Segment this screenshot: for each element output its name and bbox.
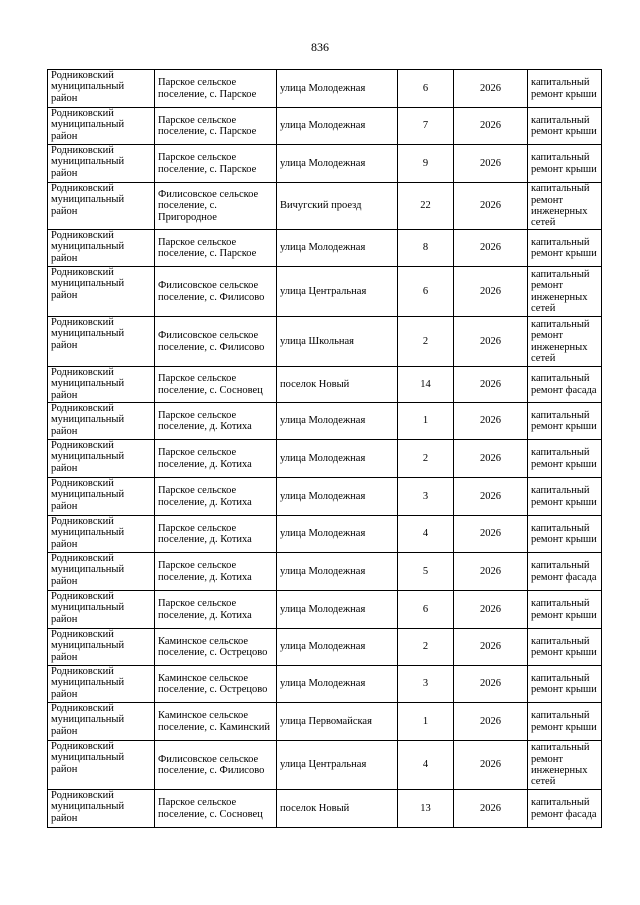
table-row [48,478,602,516]
work-type-cell: капитальный ремонт инженерных сетей [528,741,602,790]
street-cell: улица Молодежная [277,516,398,553]
district-cell: Родниковский муниципальный район [48,516,155,553]
house-number-cell: 6 [398,267,454,317]
work-type-cell: капитальный ремонт крыши [528,478,602,516]
district-cell: Родниковский муниципальный район [48,70,155,108]
settlement-cell: Парское сельское поселение, д. Котиха [155,403,277,440]
table-row [48,741,602,790]
house-number-cell: 4 [398,741,454,790]
street-cell: улица Молодежная [277,629,398,666]
year-cell: 2026 [454,70,528,108]
house-number-cell: 5 [398,553,454,591]
street-cell: улица Молодежная [277,440,398,478]
street-cell: улица Молодежная [277,230,398,267]
district-cell: Родниковский муниципальный район [48,403,155,440]
table-row [48,591,602,629]
district-cell: Родниковский муниципальный район [48,703,155,741]
settlement-cell: Парское сельское поселение, с. Парское [155,230,277,267]
district-cell: Родниковский муниципальный район [48,478,155,516]
repair-schedule-table [47,69,602,828]
settlement-cell: Парское сельское поселение, д. Котиха [155,478,277,516]
settlement-cell: Парское сельское поселение, с. Парское [155,108,277,145]
work-type-cell: капитальный ремонт фасада [528,790,602,828]
work-type-cell: капитальный ремонт крыши [528,70,602,108]
table-row [48,108,602,145]
table-row [48,666,602,703]
street-cell: поселок Новый [277,367,398,403]
work-type-cell: капитальный ремонт крыши [528,145,602,183]
district-cell: Родниковский муниципальный район [48,145,155,183]
work-type-cell: капитальный ремонт крыши [528,703,602,741]
settlement-cell: Каминское сельское поселение, с. Острецово [155,629,277,666]
house-number-cell: 3 [398,478,454,516]
house-number-cell: 6 [398,70,454,108]
table-row [48,317,602,367]
street-cell: поселок Новый [277,790,398,828]
settlement-cell: Парское сельское поселение, с. Парское [155,145,277,183]
table-row [48,145,602,183]
work-type-cell: капитальный ремонт крыши [528,666,602,703]
house-number-cell: 6 [398,591,454,629]
table-row [48,629,602,666]
year-cell: 2026 [454,553,528,591]
settlement-cell: Филисовское сельское поселение, с. Филисово [155,741,277,790]
table-row [48,267,602,317]
settlement-cell: Каминское сельское поселение, с. Каминский [155,703,277,741]
settlement-cell: Филисовское сельское поселение, с. Пригородное [155,183,277,230]
house-number-cell: 4 [398,516,454,553]
street-cell: улица Центральная [277,267,398,317]
work-type-cell: капитальный ремонт крыши [528,230,602,267]
house-number-cell: 1 [398,703,454,741]
district-cell: Родниковский муниципальный район [48,629,155,666]
year-cell: 2026 [454,267,528,317]
work-type-cell: капитальный ремонт крыши [528,629,602,666]
settlement-cell: Каминское сельское поселение, с. Острецово [155,666,277,703]
district-cell: Родниковский муниципальный район [48,790,155,828]
house-number-cell: 8 [398,230,454,267]
district-cell: Родниковский муниципальный район [48,553,155,591]
year-cell: 2026 [454,666,528,703]
table-row [48,790,602,828]
district-cell: Родниковский муниципальный район [48,108,155,145]
street-cell: улица Молодежная [277,108,398,145]
house-number-cell: 14 [398,367,454,403]
settlement-cell: Филисовское сельское поселение, с. Филисово [155,317,277,367]
street-cell: улица Молодежная [277,70,398,108]
district-cell: Родниковский муниципальный район [48,317,155,367]
table-body [48,70,602,828]
house-number-cell: 3 [398,666,454,703]
year-cell: 2026 [454,230,528,267]
settlement-cell: Парское сельское поселение, д. Котиха [155,516,277,553]
work-type-cell: капитальный ремонт инженерных сетей [528,317,602,367]
street-cell: Вичугский проезд [277,183,398,230]
work-type-cell: капитальный ремонт фасада [528,367,602,403]
year-cell: 2026 [454,703,528,741]
work-type-cell: капитальный ремонт крыши [528,403,602,440]
street-cell: улица Молодежная [277,403,398,440]
settlement-cell: Парское сельское поселение, с. Сосновец [155,367,277,403]
year-cell: 2026 [454,591,528,629]
settlement-cell: Парское сельское поселение, с. Парское [155,70,277,108]
table-row [48,553,602,591]
district-cell: Родниковский муниципальный район [48,183,155,230]
district-cell: Родниковский муниципальный район [48,267,155,317]
year-cell: 2026 [454,440,528,478]
district-cell: Родниковский муниципальный район [48,367,155,403]
settlement-cell: Парское сельское поселение, д. Котиха [155,591,277,629]
district-cell: Родниковский муниципальный район [48,230,155,267]
street-cell: улица Молодежная [277,478,398,516]
year-cell: 2026 [454,108,528,145]
table-row [48,367,602,403]
house-number-cell: 2 [398,317,454,367]
year-cell: 2026 [454,367,528,403]
street-cell: улица Молодежная [277,145,398,183]
settlement-cell: Филисовское сельское поселение, с. Филисово [155,267,277,317]
year-cell: 2026 [454,183,528,230]
settlement-cell: Парское сельское поселение, с. Сосновец [155,790,277,828]
work-type-cell: капитальный ремонт инженерных сетей [528,183,602,230]
table-row [48,70,602,108]
street-cell: улица Первомайская [277,703,398,741]
year-cell: 2026 [454,629,528,666]
work-type-cell: капитальный ремонт крыши [528,108,602,145]
table-row [48,230,602,267]
house-number-cell: 2 [398,440,454,478]
table-row [48,703,602,741]
work-type-cell: капитальный ремонт крыши [528,516,602,553]
year-cell: 2026 [454,741,528,790]
house-number-cell: 7 [398,108,454,145]
year-cell: 2026 [454,790,528,828]
work-type-cell: капитальный ремонт инженерных сетей [528,267,602,317]
street-cell: улица Школьная [277,317,398,367]
work-type-cell: капитальный ремонт фасада [528,553,602,591]
table-row [48,440,602,478]
table-row [48,516,602,553]
house-number-cell: 9 [398,145,454,183]
street-cell: улица Молодежная [277,666,398,703]
page-number: 836 [311,40,329,54]
district-cell: Родниковский муниципальный район [48,591,155,629]
year-cell: 2026 [454,403,528,440]
district-cell: Родниковский муниципальный район [48,440,155,478]
house-number-cell: 22 [398,183,454,230]
table-row [48,183,602,230]
street-cell: улица Центральная [277,741,398,790]
house-number-cell: 1 [398,403,454,440]
settlement-cell: Парское сельское поселение, д. Котиха [155,553,277,591]
year-cell: 2026 [454,478,528,516]
district-cell: Родниковский муниципальный район [48,741,155,790]
year-cell: 2026 [454,317,528,367]
settlement-cell: Парское сельское поселение, д. Котиха [155,440,277,478]
street-cell: улица Молодежная [277,591,398,629]
street-cell: улица Молодежная [277,553,398,591]
work-type-cell: капитальный ремонт крыши [528,440,602,478]
work-type-cell: капитальный ремонт крыши [528,591,602,629]
house-number-cell: 13 [398,790,454,828]
year-cell: 2026 [454,516,528,553]
district-cell: Родниковский муниципальный район [48,666,155,703]
table-row [48,403,602,440]
year-cell: 2026 [454,145,528,183]
house-number-cell: 2 [398,629,454,666]
